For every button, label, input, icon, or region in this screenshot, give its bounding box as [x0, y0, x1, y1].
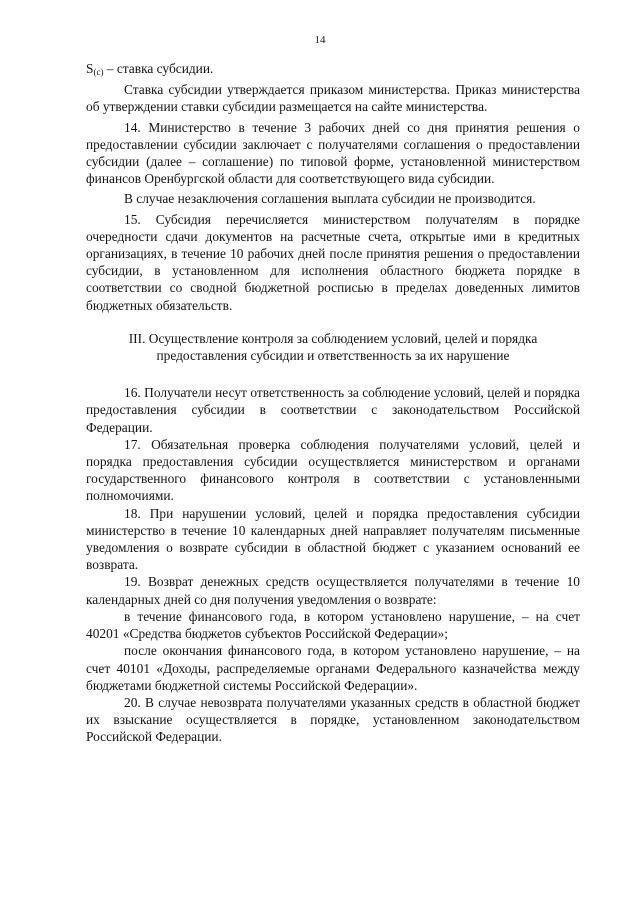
- paragraph-non-conclusion: В случае незаключения соглашения выплата субсидии не производится.: [124, 191, 536, 207]
- formula-symbol: S: [86, 61, 94, 76]
- paragraph-rate-approval: Ставка субсидии утверждается приказом министерства. Приказ министерства об утверждении ставки субсидии размещается на сайте министерства.: [86, 82, 580, 115]
- paragraph-20: 20. В случае невозврата получателями указанных средств в областной бюджет их взыскание осуществляется в порядке, установленном законодательством Российской Федерации.: [86, 694, 580, 745]
- paragraph-16: 16. Получатели несут ответственность за соблюдение условий, целей и порядка предоставления субсидии в соответствии с законодательством Российской Федерации.: [86, 385, 580, 435]
- section-heading: [86, 330, 580, 364]
- page-number: 14: [314, 34, 326, 46]
- section-heading-line-2: предоставления субсидии и ответственность за их нарушение: [156, 348, 510, 364]
- formula-subscript: (c): [93, 67, 104, 77]
- paragraph-rate-definition: [86, 60, 580, 81]
- paragraph-17: 17. Обязательная проверка соблюдения получателями условий, целей и порядка предоставления субсидии осуществляется министерством и органами государственного финансового контроля в соответствии с установленными полномочиями.: [86, 436, 580, 504]
- paragraph-19-current-year: в течение финансового года, в котором установлено нарушение, – на счет 40201 «Средства бюджетов субъектов Российской Федерации»;: [86, 608, 580, 642]
- document-body: [86, 60, 580, 746]
- paragraph-18: 18. При нарушении условий, целей и порядка предоставления субсидии министерство в течение 10 календарных дней направляет получателям письменные уведомления о возврате субсидии в областной бюджет с указанием оснований ее возврата.: [86, 505, 580, 573]
- formula-definition-text: – ставка субсидии.: [103, 61, 214, 76]
- section-heading-line-1: III. Осуществление контроля за соблюдением условий, целей и порядка: [128, 330, 538, 346]
- paragraph-14: 14. Министерство в течение 3 рабочих дней со дня принятия решения о предоставлении субсидии заключает с получателями соглашения о предоставлении субсидии (далее – соглашение) по типовой форме, установленной министерством финансов Оренбургской области для соответствующего вида субсидии.: [86, 119, 580, 187]
- paragraph-19: 19. Возврат денежных средств осуществляется получателями в течение 10 календарных дней со дня получения уведомления о возврате:: [86, 574, 580, 607]
- paragraph-19-after-year: после окончания финансового года, в котором установлено нарушение, – на счет 40101 «Доходы, распределяемые органами Федерального казначейства между бюджетами бюджетной системы Российской Федерации».: [86, 643, 580, 693]
- paragraph-15: 15. Субсидия перечисляется министерством получателям в порядке очередности сдачи документов на расчетные счета, открытые ими в кредитных организациях, в течение 10 рабочих дней после принятия решения о предоставлении субсидии, в установленном для исполнения областного бюджета порядке в соответствии со сводной бюджетной росписью в пределах доведенных лимитов бюджетных обязательств.: [86, 211, 580, 313]
